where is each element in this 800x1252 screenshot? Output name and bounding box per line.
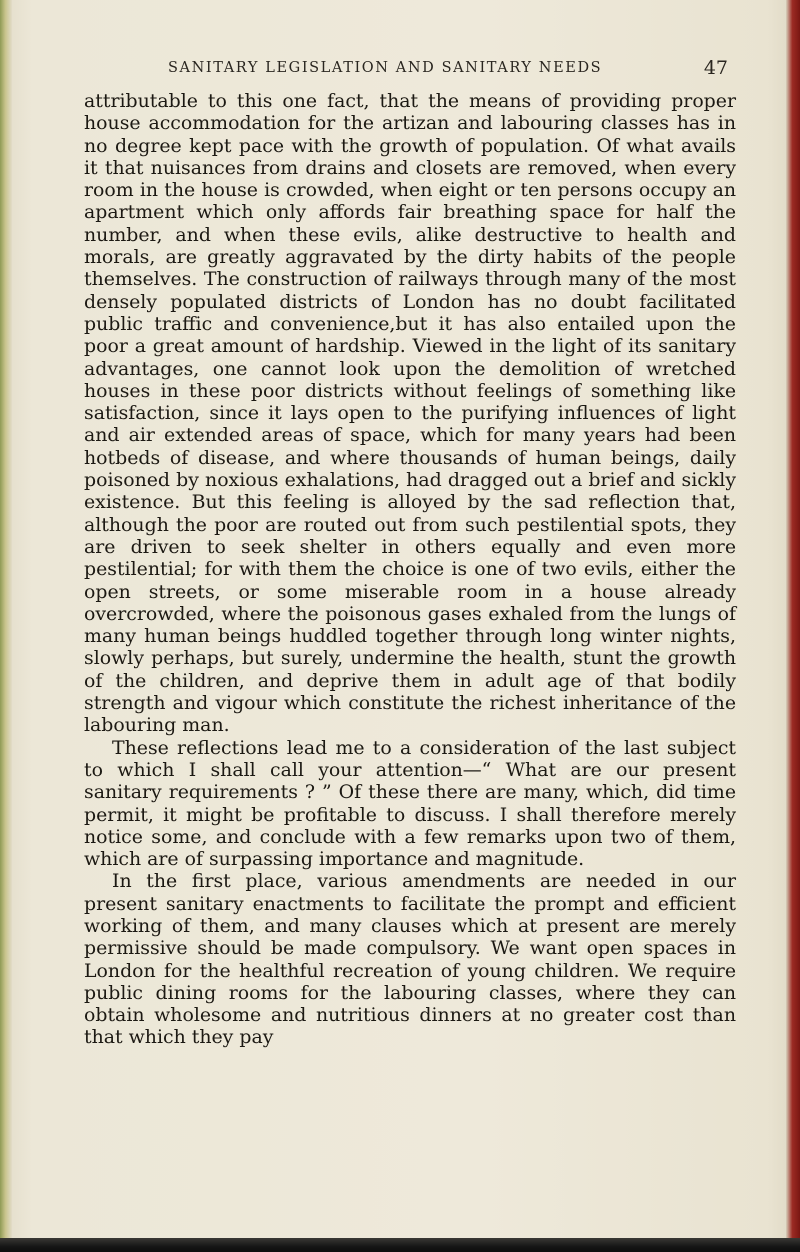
- paragraph: These reflections lead me to a consideration of the last subject to which I shall call your attention—“ What are our present sanitary requirements ? ” Of these there are many, which, did time permit, it might be profitable to discuss. I shall therefore merely notice some, and conclude with a few remarks upon two of them, which are of surpassing importance and magnitude.: [84, 736, 736, 871]
- running-header: [168, 57, 728, 82]
- page-number: 47: [703, 57, 728, 79]
- paragraph: In the first place, various amendments are needed in our present sanitary enactments to facilitate the prompt and efficient working of them, and many clauses which at present are merely permissive should be made compulsory. We want open spaces in London for the healthful recreation of young children. We require public dining rooms for the labouring classes, where they can obtain wholesome and nutritious dinners at no greater cost than that which they pay: [84, 870, 736, 1049]
- running-title: SANITARY LEGISLATION AND SANITARY NEEDS: [168, 60, 603, 76]
- body-text: [84, 90, 736, 1049]
- paragraph: attributable to this one fact, that the means of providing proper house accommodation for the artizan and labouring classes has in no degree kept pace with the growth of population. Of what avails it that nuisances from drains and closets are removed, when every room in the house is crowded, when eight or ten persons occupy an apartment which only affords fair breathing space for half the number, and when these evils, alike destructive to health and morals, are greatly aggravated by the dirty habits of the people themselves. The construction of railways through many of the most densely populated districts of London has no doubt facilitated public traffic and convenience,but it has also entailed upon the poor a great amount of hardship. Viewed in the light of its sanitary advantages, one cannot look upon the demolition of wretched houses in these poor districts without feelings of something like satisfaction, since it lays open to the purifying influences of light and air extended areas of space, which for many years had been hotbeds of disease, and where thousands of human beings, daily poisoned by noxious exhalations, had dragged out a brief and sickly existence. But this feeling is alloyed by the sad reflection that, although the poor are routed out from such pestilential spots, they are driven to seek shelter in others equally and even more pestilential; for with them the choice is one of two evils, either the open streets, or some miserable room in a house already overcrowded, where the poisonous gases exhaled from the lungs of many human beings huddled together through long winter nights, slowly perhaps, but surely, undermine the health, stunt the growth of the children, and deprive them in adult age of that bodily strength and vigour which constitute the richest inheritance of the labouring man.: [84, 90, 736, 737]
- scan-bottom-shadow: [0, 1238, 800, 1252]
- book-cover-edge: [786, 0, 800, 1252]
- page-binding-edge: [0, 0, 12, 1252]
